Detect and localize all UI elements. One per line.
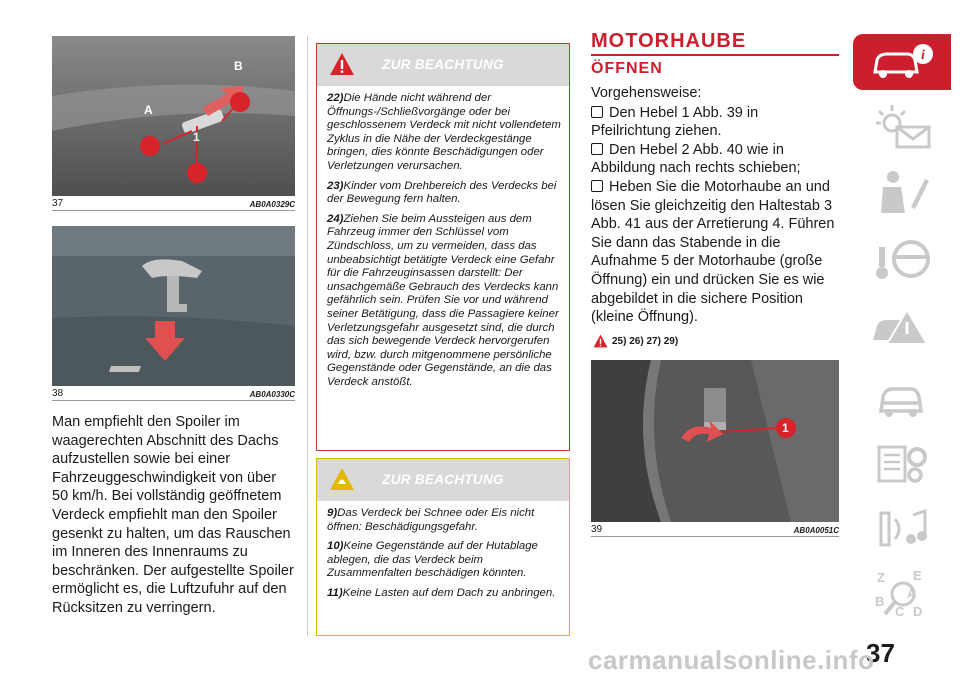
procedure-step: Heben Sie die Motorhaube an und lösen Sie gleichzeitig den Haltestab 3 Abb. 41 aus der Arretierung 4. Führen Sie dann das Stabende in die Aufnahme 5 der Motorhaube (große Öffnung) ein und drücken Sie es wie abgebildet in die sichere Position (kleine Öffnung). — [591, 178, 835, 326]
svg-text:Z: Z — [877, 570, 885, 585]
maintenance-car-icon — [867, 371, 937, 421]
figure-number: 39 — [591, 524, 603, 535]
warning-header — [317, 44, 569, 86]
figure-code: AB0A0330C — [249, 390, 295, 399]
warning-item: 24)Ziehen Sie beim Aussteigen aus dem Fahrzeug immer den Schlüssel vom Zündschloss, um zu vermeiden, dass das unbeabsichtigt betätigte Verdeck eine Gefahr für die Fahrzeuginsassen darstellt: Der unsachgemäße Gebrauch des Verdecks kann gefährlich sein. Prüfen Sie vor und während seiner Betätigung, dass die Passagiere keiner Verletzungsgefahr ausgesetzt sind, die durch das sich bewegende Verdeck hervorgerufen wird, bzw. durch mitgenommene persönliche Gegenstände oder Gegenstände, an die das Verdeck anstößt. — [327, 212, 559, 388]
warning-triangle-icon — [593, 334, 608, 348]
figure-39-caption — [591, 524, 839, 537]
svg-text:A: A — [907, 586, 917, 601]
figure-number: 38 — [52, 388, 64, 399]
fig39-label-1: 1 — [782, 421, 789, 435]
bullet-icon — [591, 180, 603, 192]
figure-37-caption — [52, 198, 295, 211]
fig37-label-a: A — [144, 103, 153, 117]
bullet-icon — [591, 106, 603, 118]
side-tab-starting[interactable] — [853, 228, 951, 288]
figure-37-image — [52, 36, 295, 196]
warning-item: 11)Keine Lasten auf dem Dach zu anbringen. — [327, 586, 556, 599]
steering-key-icon — [867, 233, 937, 283]
multimedia-icon — [867, 503, 937, 553]
svg-text:C: C — [895, 604, 905, 619]
section-rule — [591, 54, 839, 56]
warning-box-red — [316, 43, 570, 451]
emergency-car-icon — [867, 300, 937, 352]
safety-airbag-icon — [867, 167, 937, 217]
side-tab-technical[interactable] — [853, 432, 951, 492]
warning-heading: ZUR BEACHTUNG — [382, 472, 504, 487]
procedure-text — [591, 84, 841, 327]
fig37-label-1: 1 — [193, 130, 200, 144]
figure-38-caption — [52, 388, 295, 401]
watermark: carmanualsonline.info — [588, 645, 875, 675]
fig37-label-b: B — [234, 59, 243, 73]
side-tab-safety[interactable] — [853, 162, 951, 222]
spoiler-paragraph: Man empfiehlt den Spoiler im waagerechten Abschnitt des Dachs aufzustellen sowie bei einer Fahrzeuggeschwindigkeit von über 50 km/h. Bei vollständig geöffnetem Verdeck empfiehlt man den Spoiler gesenkt zu halten, um das Rauschen im Inneren des Innenraums zu beschränken. Der aufgestellte Spoiler ermöglicht es, die Luftzufuhr auf den Rücksitzen zu verringern. — [52, 414, 294, 616]
procedure-step: Den Hebel 1 Abb. 39 in Pfeilrichtung ziehen. — [591, 104, 759, 140]
page-number: 37 — [866, 638, 895, 668]
procedure-intro: Vorgehensweise: — [591, 85, 702, 101]
side-tab-dashboard[interactable] — [853, 98, 951, 158]
svg-text:B: B — [875, 594, 885, 609]
warning-item: 9)Das Verdeck bei Schnee oder Eis nicht öffnen: Beschädigungsgefahr. — [327, 507, 535, 533]
figure-39-image — [591, 360, 839, 522]
column-divider — [307, 36, 308, 636]
figure-code: AB0A0329C — [249, 200, 295, 209]
figure-code: AB0A0051C — [793, 526, 839, 535]
bullet-icon — [591, 143, 603, 155]
warning-item: 23)Kinder vom Drehbereich des Verdecks bei der Bewegung fern halten. — [327, 179, 557, 206]
warning-references: 25) 26) 27) 29) — [593, 334, 678, 348]
svg-text:D: D — [913, 604, 923, 619]
warning-item: 10)Keine Gegenstände auf der Hutablage ablegen, die das Verdeck beim Zusammenfalten beschädigen könnten. — [327, 540, 538, 580]
side-tab-index[interactable] — [853, 564, 951, 626]
index-icon — [867, 566, 937, 624]
figure-number: 37 — [52, 198, 64, 209]
warning-box-yellow — [316, 458, 570, 636]
warning-header — [317, 459, 569, 501]
side-tab-maintenance[interactable] — [853, 366, 951, 426]
side-tab-emergency[interactable] — [853, 294, 951, 358]
procedure-step: Den Hebel 2 Abb. 40 wie in Abbildung nach rechts schieben; — [591, 141, 801, 177]
svg-text:E: E — [913, 568, 922, 583]
technical-data-icon — [867, 437, 937, 487]
svg-text:i: i — [921, 48, 925, 63]
subsection-title: ÖFFNEN — [591, 60, 663, 77]
figure-38-image — [52, 226, 295, 386]
side-tab-multimedia[interactable] — [853, 498, 951, 558]
dashboard-lights-icon — [867, 103, 937, 153]
warning-item: 22)Die Hände nicht während der Öffnungs-/Schließvorgänge oder bei geschlossenem Verdeck mit nicht vollendetem Zyklus in die Nähe der Verdeckgestänge bringen, dies könnte Beschädigungen oder Verletzungen verursachen. — [327, 92, 561, 172]
warning-heading: ZUR BEACHTUNG — [382, 57, 504, 72]
car-info-icon — [867, 42, 937, 82]
section-title: MOTORHAUBE — [591, 30, 747, 52]
side-tab-car-info[interactable] — [853, 34, 951, 90]
